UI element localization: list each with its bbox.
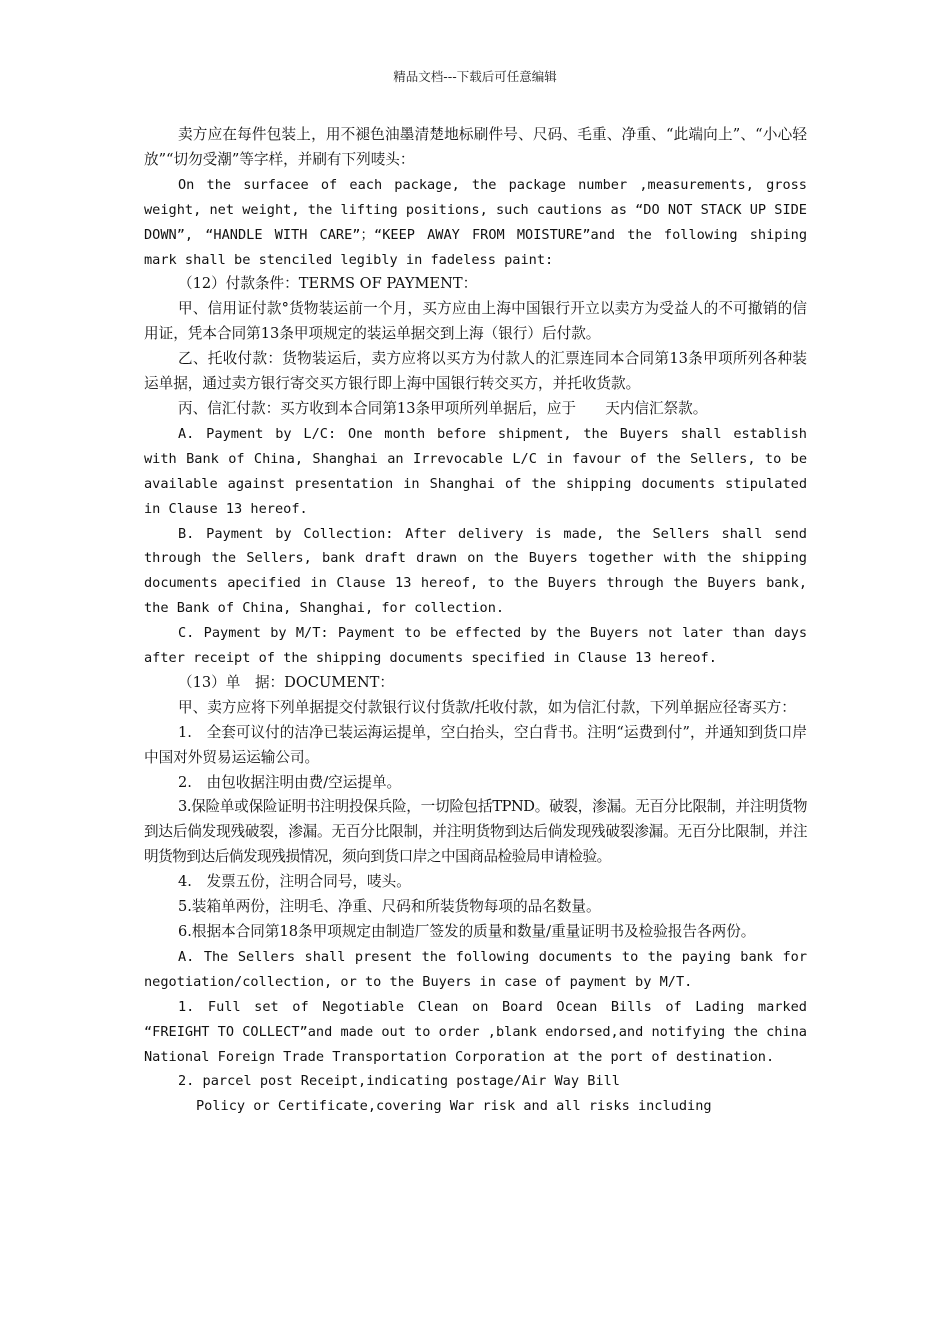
- list-item-invoice-cn: 4. 发票五份，注明合同号，唛头。: [178, 873, 411, 891]
- paragraph-documents-intro-cn: 甲、卖方应将下列单据提交付款银行议付货款/托收付款，如为信汇付款，下列单据应径寄买方：: [178, 698, 796, 716]
- list-item-bill-of-lading-cn: 1. 全套可议付的洁净已装运海运提单，空白抬头，空白背书。注明“运费到付”，并通知到货口岸中国对外贸易运运输公司。: [144, 723, 807, 766]
- list-item-parcel-receipt-en: 2. parcel post Receipt,indicating postage/Air Way Bill: [178, 1073, 620, 1090]
- list-item-insurance-cn: 3.保险单或保险证明书注明投保兵险，一切险包括TPND。破裂，渗漏。无百分比限制，并注明货物到达后倘发现残破裂，渗漏。无百分比限制，并注明货物到达后倘发现残破裂渗漏。无百分比限制，并注明货物到达后倘发现残损情况，须向到货口岸之中国商品检验局申请检验。: [144, 798, 807, 866]
- paragraph-marking-cn: 卖方应在每件包装上，用不褪色油墨清楚地标刷件号、尺码、毛重、净重、“此端向上”、“小心轻放”“切勿受潮”等字样，并刷有下列唛头：: [144, 126, 807, 168]
- page-header: 精品文档---下载后可任意编辑: [393, 69, 557, 84]
- list-item-bill-of-lading-en: 1. Full set of Negotiable Clean on Board Ocean Bills of Lading marked “FREIGHT TO COLLECT”and made out to order ,blank endorsed,and notifying the china National Foreign Trade Transportation Corporation at the port of destination.: [144, 998, 807, 1065]
- section-heading-documents: （13）单 据：DOCUMENT：: [178, 673, 394, 691]
- list-item-parcel-receipt-cn: 2. 由包收据注明由费/空运提单。: [178, 773, 402, 791]
- paragraph-payment-lc-cn: 甲、信用证付款°货物装运前一个月，买方应由上海中国银行开立以卖方为受益人的不可撤销的信用证，凭本合同第13条甲项规定的装运单据交到上海（银行）后付款。: [144, 300, 807, 343]
- paragraph-payment-mt-cn: 丙、信汇付款：买方收到本合同第13条甲项所列单据后，应于 天内信汇祭款。: [178, 399, 708, 417]
- paragraph-payment-lc-en: A. Payment by L/C: One month before shipment, the Buyers shall establish with Bank of China, Shanghai an Irrevocable L/C in favour of the Sellers, to be available against presentation in Shanghai of the shipping documents stipulated in Clause 13 hereof.: [144, 425, 807, 517]
- paragraph-payment-mt-en: C. Payment by M/T: Payment to be effected by the Buyers not later than days after receipt of the shipping documents specified in Clause 13 hereof.: [144, 625, 807, 667]
- document-body: [144, 123, 807, 1119]
- list-item-packing-list-cn: 5.装箱单两份，注明毛、净重、尺码和所装货物每项的品名数量。: [178, 898, 601, 916]
- list-item-certificate-cn: 6.根据本合同第18条甲项规定由制造厂签发的质量和数量/重量证明书及检验报告各两份。: [178, 923, 756, 940]
- list-item-insurance-en: Policy or Certificate,covering War risk and all risks including: [196, 1098, 712, 1115]
- section-heading-payment: （12）付款条件：TERMS OF PAYMENT：: [178, 275, 478, 293]
- paragraph-payment-collection-cn: 乙、托收付款：货物装运后，卖方应将以买方为付款人的汇票连同本合同第13条甲项所列各种装运单据，通过卖方银行寄交买方银行即上海中国银行转交买方，并托收货款。: [144, 350, 807, 393]
- paragraph-documents-intro-en: A. The Sellers shall present the following documents to the paying bank for negotiation/collection, or to the Buyers in case of payment by M/T.: [144, 948, 807, 990]
- paragraph-payment-collection-en: B. Payment by Collection: After delivery is made, the Sellers shall send through the Sellers, bank draft drawn on the Buyers together with the shipping documents apecified in Clause 13 hereof, to the Buyers through the Buyers bank, the Bank of China, Shanghai, for collection.: [144, 525, 807, 617]
- paragraph-marking-en: On the surfacee of each package, the package number ,measurements, gross weight, net weight, the lifting positions, such cautions as “DO NOT STACK UP SIDE DOWN”, “HANDLE WITH CARE”；“KEEP AWAY FROM MOISTURE”and the following shiping mark shall be stenciled legibly in fadeless paint:: [144, 176, 807, 268]
